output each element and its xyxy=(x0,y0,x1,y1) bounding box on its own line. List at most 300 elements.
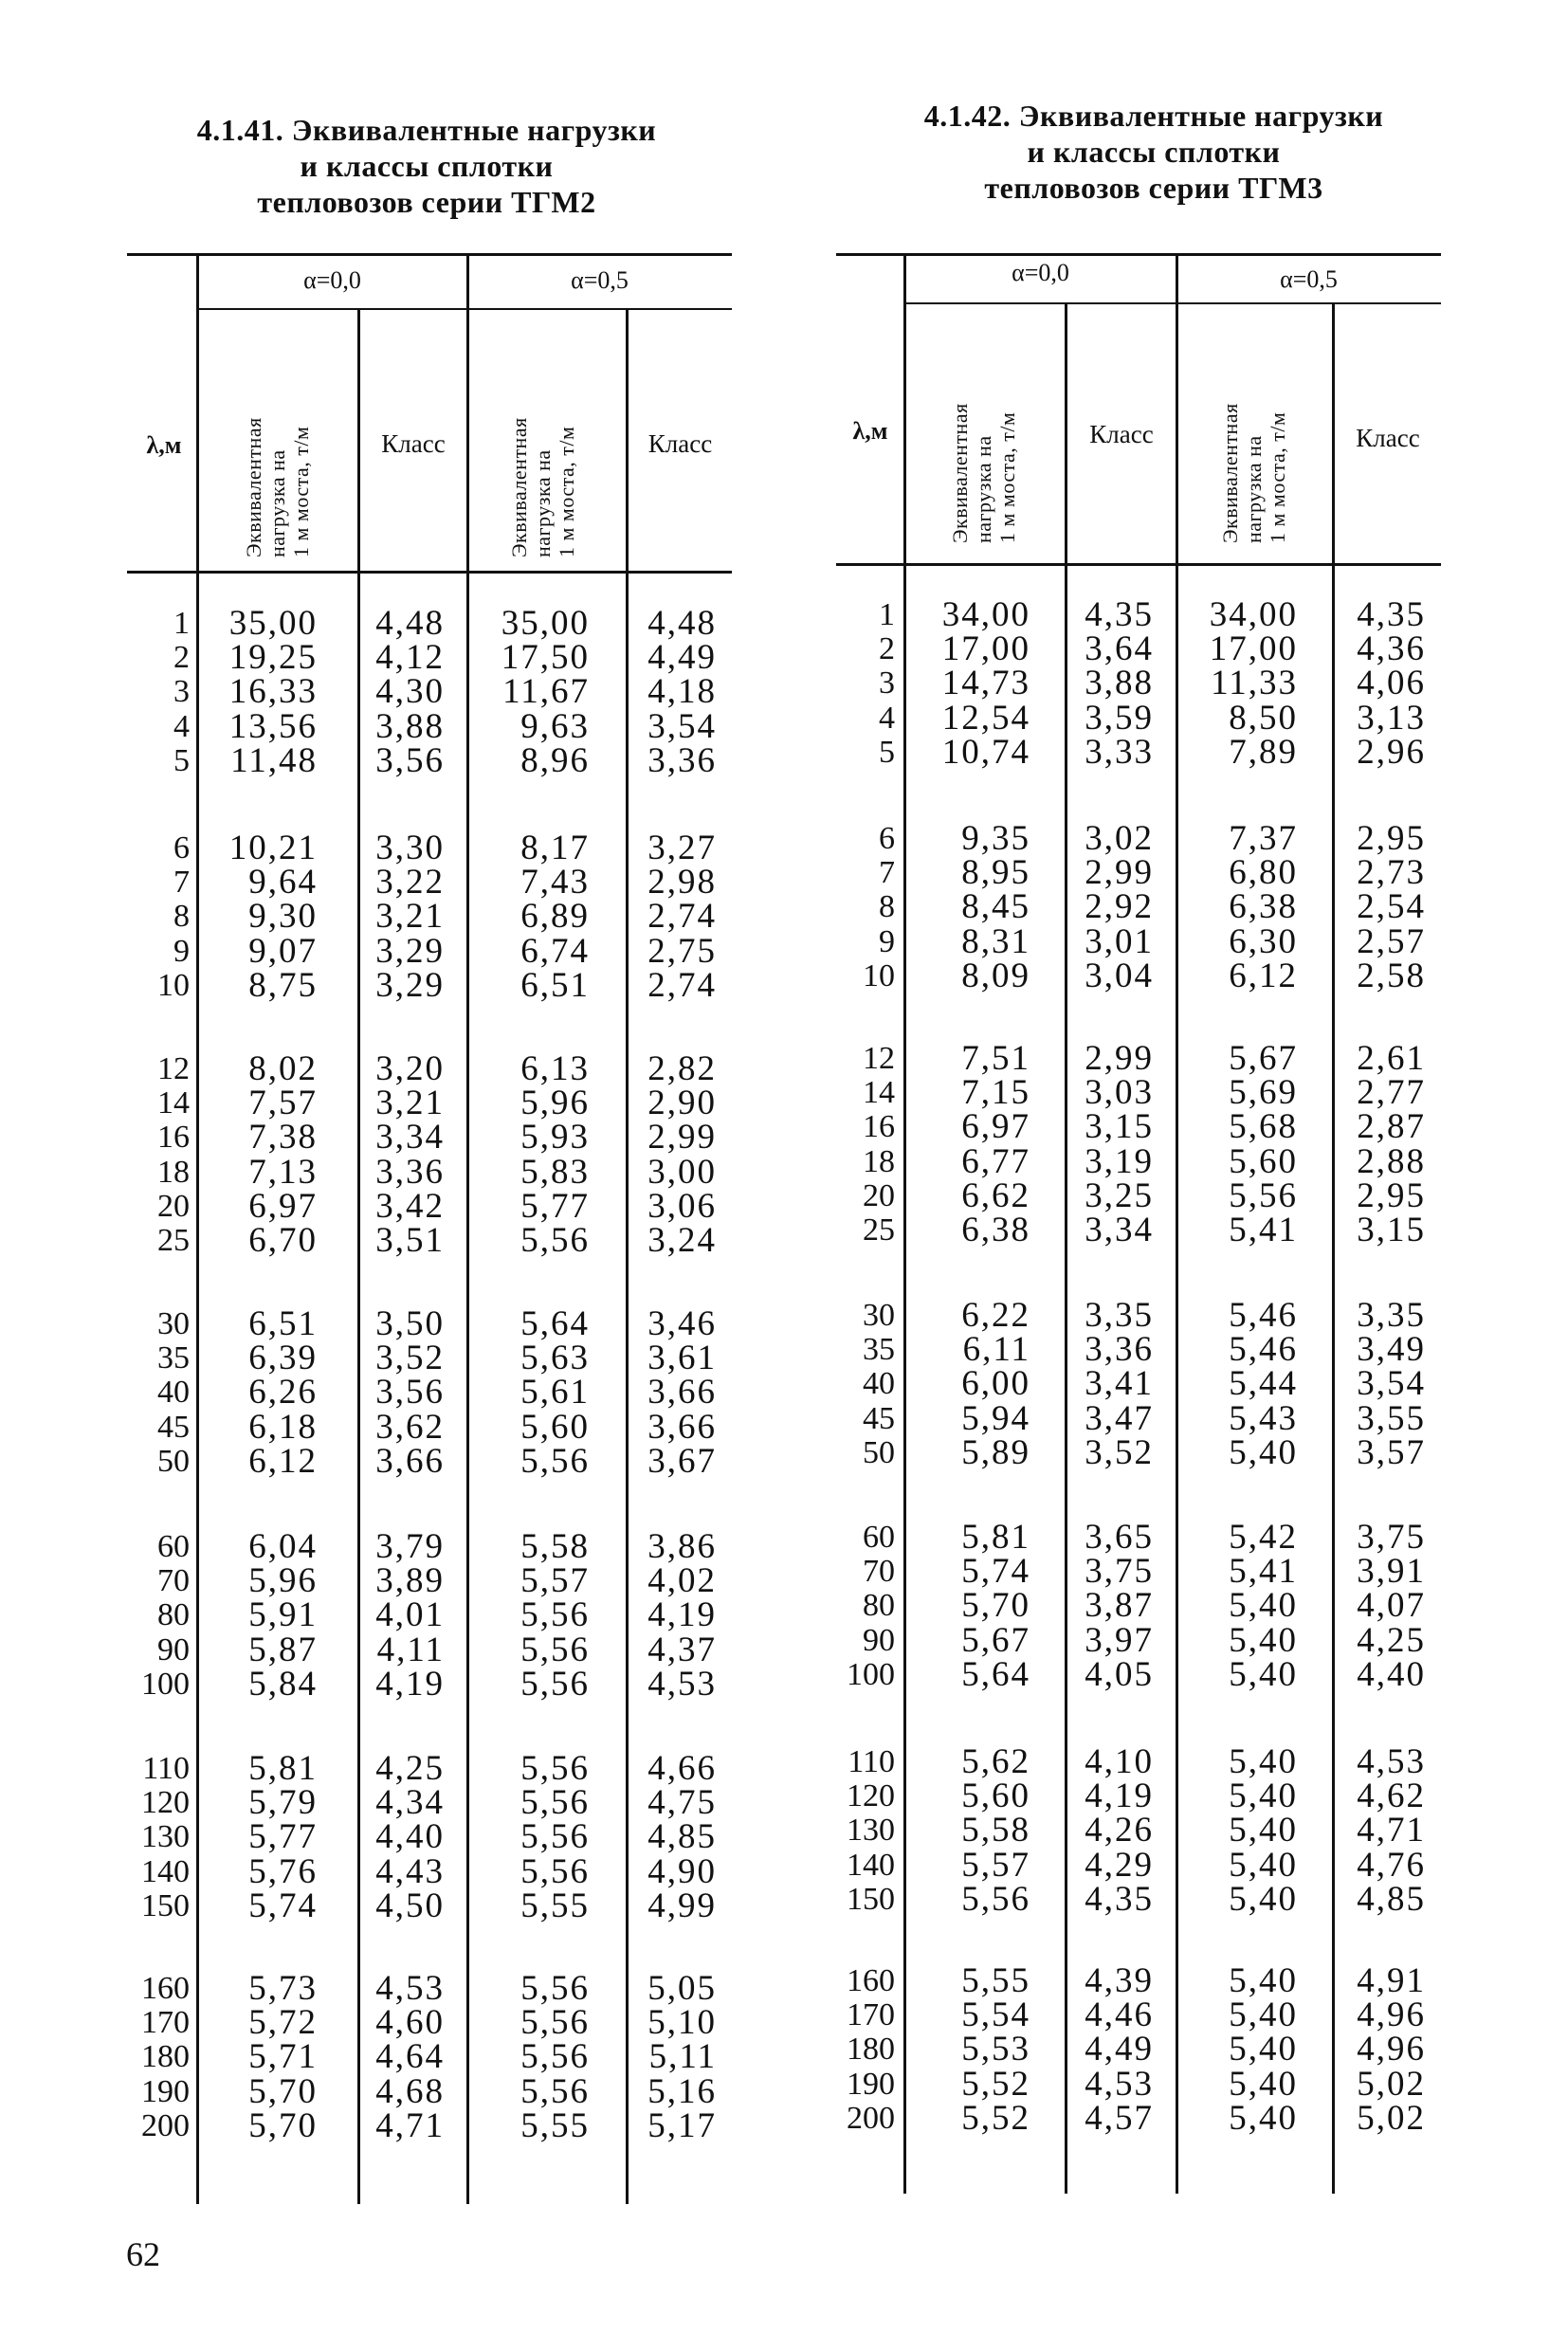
alpha-0-header: α=0,0 xyxy=(1012,259,1069,286)
class-alpha0-cell: 4,29 xyxy=(1085,1845,1154,1885)
class-alpha05-cell: 3,55 xyxy=(1357,1398,1426,1438)
lambda-cell: 40 xyxy=(863,1366,895,1402)
load-alpha05-cell: 5,40 xyxy=(1229,1654,1298,1694)
load-alpha05-cell: 5,40 xyxy=(1229,1961,1298,2000)
class-alpha05-cell: 4,07 xyxy=(1357,1586,1426,1626)
header-line: нагрузка на xyxy=(1242,435,1266,543)
class-alpha0-cell: 3,25 xyxy=(1085,1176,1154,1215)
lambda-cell: 140 xyxy=(847,1847,895,1883)
class-alpha0-cell: 3,87 xyxy=(1085,1586,1154,1626)
lambda-cell: 18 xyxy=(863,1143,895,1179)
load-alpha05-cell: 5,40 xyxy=(1229,1777,1298,1816)
load-alpha05-cell: 17,00 xyxy=(1209,629,1298,669)
lambda-cell: 25 xyxy=(157,1223,190,1258)
lambda-cell: 130 xyxy=(847,1813,895,1849)
load-alpha05-cell: 5,40 xyxy=(1229,1620,1298,1660)
class-alpha05-cell: 3,24 xyxy=(647,1221,717,1260)
load-alpha05-cell: 5,41 xyxy=(1229,1211,1298,1249)
class-alpha05-cell: 4,35 xyxy=(1357,595,1426,634)
class-alpha05-cell: 4,75 xyxy=(647,1783,717,1823)
lambda-cell: 110 xyxy=(848,1744,895,1779)
load-alpha0-cell: 9,07 xyxy=(248,931,318,971)
load-alpha0-cell: 5,53 xyxy=(961,2030,1030,2069)
load-alpha05-cell: 5,68 xyxy=(1229,1107,1298,1147)
class-alpha0-cell: 3,97 xyxy=(1085,1620,1154,1660)
lambda-cell: 6 xyxy=(173,830,190,866)
load-alpha05-cell: 5,40 xyxy=(1229,1879,1298,1919)
class-alpha05-cell: 2,95 xyxy=(1357,819,1426,858)
load-alpha05-cell: 5,56 xyxy=(520,1441,590,1481)
load-alpha05-cell: 5,93 xyxy=(520,1118,590,1157)
lambda-cell: 35 xyxy=(157,1340,190,1376)
class-alpha0-cell: 3,66 xyxy=(375,1441,445,1481)
lambda-cell: 9 xyxy=(173,933,190,969)
load-alpha0-cell: 7,38 xyxy=(248,1118,318,1157)
load-alpha0-cell: 7,57 xyxy=(248,1084,318,1123)
class-alpha0-cell: 4,53 xyxy=(375,1969,445,2008)
load-alpha05-cell: 6,13 xyxy=(520,1049,590,1088)
class-alpha0-cell: 4,46 xyxy=(1085,1996,1154,2035)
class-alpha05-cell: 5,05 xyxy=(647,1969,717,2008)
load-header xyxy=(242,339,313,557)
title-line: тепловозов серии ТГМ2 xyxy=(257,185,596,219)
load-alpha05-cell: 5,42 xyxy=(1229,1518,1298,1557)
load-alpha0-cell: 5,89 xyxy=(961,1432,1030,1472)
load-alpha0-cell: 5,94 xyxy=(961,1398,1030,1438)
load-alpha0-cell: 6,77 xyxy=(961,1141,1030,1181)
lambda-cell: 6 xyxy=(879,821,895,856)
class-alpha0-cell: 3,34 xyxy=(1085,1211,1154,1249)
load-alpha0-cell: 9,64 xyxy=(248,863,318,902)
load-alpha05-cell: 5,41 xyxy=(1229,1552,1298,1592)
class-alpha0-cell: 3,36 xyxy=(1085,1330,1154,1370)
load-alpha05-cell: 5,40 xyxy=(1229,1845,1298,1885)
class-alpha0-cell: 3,47 xyxy=(1085,1398,1154,1438)
lambda-cell: 3 xyxy=(879,665,895,702)
load-alpha0-cell: 7,13 xyxy=(248,1152,318,1192)
class-alpha05-cell: 2,74 xyxy=(647,965,717,1005)
load-alpha0-cell: 9,30 xyxy=(248,897,318,937)
class-alpha0-cell: 3,50 xyxy=(375,1304,445,1343)
lambda-cell: 35 xyxy=(863,1332,895,1368)
class-header: Класс xyxy=(1356,424,1420,452)
lambda-cell: 2 xyxy=(173,640,190,676)
load-alpha05-cell: 7,37 xyxy=(1229,819,1298,858)
lambda-cell: 7 xyxy=(173,865,190,901)
load-alpha0-cell: 5,91 xyxy=(248,1595,318,1635)
lambda-cell: 150 xyxy=(847,1881,895,1917)
alpha-05-header: α=0,5 xyxy=(571,266,629,294)
header-line: 1 м моста, т/м xyxy=(995,411,1019,543)
lambda-cell: 10 xyxy=(157,967,190,1003)
lambda-cell: 12 xyxy=(157,1051,190,1086)
class-alpha05-cell: 2,61 xyxy=(1357,1039,1426,1078)
class-alpha05-cell: 4,62 xyxy=(1357,1777,1426,1816)
lambda-cell: 140 xyxy=(141,1853,190,1889)
class-alpha05-cell: 4,96 xyxy=(1357,1996,1426,2035)
class-alpha0-cell: 4,26 xyxy=(1085,1811,1154,1850)
load-alpha05-cell: 5,43 xyxy=(1229,1398,1298,1438)
load-alpha05-cell: 6,80 xyxy=(1229,853,1298,893)
class-alpha05-cell: 5,02 xyxy=(1357,2064,1426,2104)
load-alpha0-cell: 11,48 xyxy=(230,740,318,780)
load-alpha0-cell: 6,00 xyxy=(961,1364,1030,1404)
top-rule xyxy=(127,253,732,256)
load-alpha0-cell: 5,76 xyxy=(248,1851,318,1891)
class-alpha0-cell: 4,19 xyxy=(1085,1777,1154,1816)
class-alpha0-cell: 3,21 xyxy=(375,1084,445,1123)
lambda-cell: 110 xyxy=(142,1751,190,1786)
class-alpha05-cell: 4,40 xyxy=(1357,1654,1426,1694)
load-alpha05-cell: 5,55 xyxy=(520,2105,590,2145)
load-alpha05-cell: 5,56 xyxy=(520,1630,590,1669)
class-alpha0-cell: 3,65 xyxy=(1085,1518,1154,1557)
lambda-cell: 7 xyxy=(879,855,895,891)
load-alpha0-cell: 17,00 xyxy=(941,629,1030,669)
lambda-cell: 60 xyxy=(863,1520,895,1555)
load-alpha05-cell: 5,40 xyxy=(1229,1742,1298,1781)
class-alpha0-cell: 3,88 xyxy=(375,706,445,746)
class-alpha0-cell: 4,50 xyxy=(375,1886,445,1925)
load-alpha0-cell: 6,18 xyxy=(248,1407,318,1447)
class-alpha0-cell: 3,30 xyxy=(375,829,445,867)
load-alpha0-cell: 12,54 xyxy=(941,698,1030,738)
header-line: 1 м моста, т/м xyxy=(289,426,313,557)
header-line: Эквивалентная xyxy=(1218,403,1242,543)
load-alpha0-cell: 6,22 xyxy=(961,1296,1030,1335)
lambda-cell: 150 xyxy=(141,1887,190,1923)
load-alpha05-cell: 6,74 xyxy=(520,931,590,971)
load-alpha0-cell: 5,72 xyxy=(248,2003,318,2043)
load-alpha05-cell: 5,56 xyxy=(520,1783,590,1823)
load-alpha05-cell: 5,46 xyxy=(1229,1296,1298,1335)
load-alpha05-cell: 5,67 xyxy=(1229,1039,1298,1078)
class-alpha05-cell: 4,71 xyxy=(1357,1811,1426,1850)
lambda-cell: 50 xyxy=(863,1434,895,1470)
class-alpha0-cell: 2,92 xyxy=(1085,887,1154,927)
load-alpha0-cell: 5,70 xyxy=(248,2071,318,2111)
lambda-cell: 16 xyxy=(863,1109,895,1145)
header-rule xyxy=(127,571,732,574)
lambda-cell: 9 xyxy=(879,923,895,959)
load-alpha05-cell: 8,96 xyxy=(520,740,590,780)
lambda-cell: 20 xyxy=(157,1188,190,1224)
header-line: нагрузка на xyxy=(531,449,555,557)
header-line: 1 м моста, т/м xyxy=(1266,411,1289,543)
class-alpha05-cell: 4,25 xyxy=(1357,1620,1426,1660)
class-alpha05-cell: 3,15 xyxy=(1357,1211,1426,1249)
lambda-cell: 100 xyxy=(141,1666,190,1702)
load-alpha0-cell: 5,56 xyxy=(961,1879,1030,1919)
class-header: Класс xyxy=(1089,420,1154,448)
load-alpha05-cell: 5,40 xyxy=(1229,1996,1298,2035)
load-alpha0-cell: 5,77 xyxy=(248,1817,318,1857)
title-line: тепловозов серии ТГМ3 xyxy=(984,171,1323,205)
load-alpha0-cell: 8,75 xyxy=(248,965,318,1005)
class-alpha05-cell: 3,06 xyxy=(647,1186,717,1226)
class-alpha0-cell: 3,88 xyxy=(1085,664,1154,703)
class-alpha05-cell: 4,96 xyxy=(1357,2030,1426,2069)
class-alpha05-cell: 3,00 xyxy=(647,1152,717,1192)
class-alpha0-cell: 3,22 xyxy=(375,863,445,902)
load-alpha05-cell: 5,40 xyxy=(1229,1432,1298,1472)
class-alpha05-cell: 2,54 xyxy=(1357,887,1426,927)
lambda-cell: 5 xyxy=(879,734,895,770)
class-alpha05-cell: 2,96 xyxy=(1357,732,1426,772)
load-alpha0-cell: 10,74 xyxy=(941,732,1030,772)
class-alpha0-cell: 3,89 xyxy=(375,1561,445,1601)
lambda-cell: 180 xyxy=(141,2039,190,2075)
lambda-cell: 80 xyxy=(863,1588,895,1624)
load-header xyxy=(948,330,1019,543)
load-alpha0-cell: 14,73 xyxy=(941,664,1030,703)
class-alpha05-cell: 3,46 xyxy=(647,1304,717,1343)
class-alpha0-cell: 3,20 xyxy=(375,1049,445,1088)
class-alpha0-cell: 3,02 xyxy=(1085,819,1154,858)
class-alpha0-cell: 4,25 xyxy=(375,1749,445,1788)
load-alpha05-cell: 6,89 xyxy=(520,897,590,937)
load-alpha0-cell: 8,02 xyxy=(248,1049,318,1088)
class-alpha0-cell: 3,34 xyxy=(375,1118,445,1157)
load-alpha0-cell: 6,97 xyxy=(248,1186,318,1226)
class-alpha0-cell: 4,39 xyxy=(1085,1961,1154,2000)
class-alpha0-cell: 4,34 xyxy=(375,1783,445,1823)
class-alpha05-cell: 2,82 xyxy=(647,1049,717,1088)
table-title xyxy=(142,112,711,220)
load-header xyxy=(1218,330,1289,543)
class-alpha0-cell: 3,29 xyxy=(375,965,445,1005)
header-line: Эквивалентная xyxy=(507,417,531,557)
load-alpha0-cell: 7,51 xyxy=(961,1039,1030,1078)
class-alpha0-cell: 4,49 xyxy=(1085,2030,1154,2069)
class-alpha0-cell: 4,11 xyxy=(376,1630,445,1669)
class-alpha0-cell: 4,53 xyxy=(1085,2064,1154,2104)
load-alpha05-cell: 5,56 xyxy=(520,2037,590,2077)
load-alpha0-cell: 5,52 xyxy=(961,2098,1030,2138)
class-alpha0-cell: 3,56 xyxy=(375,1373,445,1412)
load-alpha0-cell: 9,35 xyxy=(961,819,1030,858)
lambda-cell: 160 xyxy=(141,1971,190,2006)
load-alpha0-cell: 5,81 xyxy=(961,1518,1030,1557)
class-alpha05-cell: 5,10 xyxy=(647,2003,717,2043)
lambda-cell: 50 xyxy=(157,1443,190,1479)
load-alpha0-cell: 5,55 xyxy=(961,1961,1030,2000)
class-header: Класс xyxy=(647,429,713,458)
class-alpha0-cell: 3,19 xyxy=(1085,1141,1154,1181)
header-line: нагрузка на xyxy=(972,435,995,543)
class-alpha05-cell: 4,18 xyxy=(647,672,717,712)
class-alpha05-cell: 3,91 xyxy=(1357,1552,1426,1592)
load-alpha05-cell: 5,46 xyxy=(1229,1330,1298,1370)
class-alpha0-cell: 2,99 xyxy=(1085,1039,1154,1078)
load-alpha0-cell: 5,60 xyxy=(961,1777,1030,1816)
class-alpha05-cell: 4,76 xyxy=(1357,1845,1426,1885)
class-alpha0-cell: 4,71 xyxy=(375,2105,445,2145)
class-alpha0-cell: 3,41 xyxy=(1085,1364,1154,1404)
load-alpha0-cell: 6,38 xyxy=(961,1211,1030,1249)
load-alpha05-cell: 5,55 xyxy=(520,1886,590,1925)
class-alpha05-cell: 3,67 xyxy=(647,1441,717,1481)
lambda-cell: 20 xyxy=(863,1177,895,1213)
lambda-cell: 40 xyxy=(157,1375,190,1411)
load-alpha05-cell: 9,63 xyxy=(520,706,590,746)
load-alpha0-cell: 35,00 xyxy=(228,604,318,643)
class-alpha05-cell: 3,54 xyxy=(647,706,717,746)
class-alpha05-cell: 4,90 xyxy=(647,1851,717,1891)
class-alpha0-cell: 3,36 xyxy=(375,1152,445,1192)
class-alpha05-cell: 4,53 xyxy=(647,1664,717,1704)
lambda-cell: 4 xyxy=(173,708,190,744)
class-alpha0-cell: 4,12 xyxy=(375,638,445,678)
class-alpha05-cell: 2,74 xyxy=(647,897,717,937)
load-header xyxy=(507,339,578,557)
class-alpha05-cell: 2,57 xyxy=(1357,921,1426,961)
load-alpha0-cell: 8,09 xyxy=(961,956,1030,995)
load-alpha0-cell: 6,70 xyxy=(248,1221,318,1260)
class-alpha05-cell: 3,36 xyxy=(647,740,717,780)
class-alpha0-cell: 3,15 xyxy=(1085,1107,1154,1147)
sub-rule xyxy=(197,308,732,310)
load-alpha0-cell: 6,39 xyxy=(248,1339,318,1378)
load-alpha0-cell: 5,52 xyxy=(961,2064,1030,2104)
load-alpha0-cell: 7,15 xyxy=(961,1073,1030,1113)
load-alpha05-cell: 5,60 xyxy=(1229,1141,1298,1181)
load-alpha0-cell: 13,56 xyxy=(228,706,318,746)
load-alpha0-cell: 5,79 xyxy=(248,1783,318,1823)
class-alpha05-cell: 4,53 xyxy=(1357,1742,1426,1781)
table-title xyxy=(869,98,1438,206)
load-alpha0-cell: 5,96 xyxy=(248,1561,318,1601)
load-alpha05-cell: 5,40 xyxy=(1229,1586,1298,1626)
class-alpha0-cell: 3,56 xyxy=(375,740,445,780)
load-alpha05-cell: 5,56 xyxy=(520,1851,590,1891)
lambda-cell: 70 xyxy=(157,1563,190,1599)
class-alpha05-cell: 4,02 xyxy=(647,1561,717,1601)
alpha-0-header: α=0,0 xyxy=(303,266,361,294)
class-alpha05-cell: 4,85 xyxy=(1357,1879,1426,1919)
load-alpha0-cell: 6,62 xyxy=(961,1176,1030,1215)
class-alpha05-cell: 2,99 xyxy=(647,1118,717,1157)
top-rule xyxy=(836,253,1441,256)
load-alpha05-cell: 8,50 xyxy=(1229,698,1298,738)
class-alpha0-cell: 3,29 xyxy=(375,931,445,971)
load-alpha0-cell: 34,00 xyxy=(941,595,1030,634)
load-alpha05-cell: 5,77 xyxy=(520,1186,590,1226)
load-alpha0-cell: 5,64 xyxy=(961,1654,1030,1694)
lambda-cell: 80 xyxy=(157,1597,190,1633)
class-alpha05-cell: 3,66 xyxy=(647,1373,717,1412)
class-alpha0-cell: 3,21 xyxy=(375,897,445,937)
lambda-cell: 16 xyxy=(157,1120,190,1156)
load-alpha0-cell: 5,74 xyxy=(961,1552,1030,1592)
lambda-cell: 8 xyxy=(879,889,895,925)
class-alpha0-cell: 4,43 xyxy=(375,1851,445,1891)
class-alpha05-cell: 3,66 xyxy=(647,1407,717,1447)
class-alpha0-cell: 4,57 xyxy=(1085,2098,1154,2138)
load-alpha05-cell: 5,56 xyxy=(520,1221,590,1260)
lambda-cell: 14 xyxy=(863,1075,895,1111)
class-alpha0-cell: 2,99 xyxy=(1085,853,1154,893)
sub-rule xyxy=(904,302,1441,304)
class-alpha0-cell: 4,40 xyxy=(375,1817,445,1857)
load-alpha0-cell: 5,70 xyxy=(248,2105,318,2145)
load-alpha05-cell: 5,64 xyxy=(520,1304,590,1343)
load-alpha05-cell: 5,40 xyxy=(1229,2030,1298,2069)
class-alpha0-cell: 3,03 xyxy=(1085,1073,1154,1113)
lambda-cell: 14 xyxy=(157,1085,190,1121)
class-alpha0-cell: 3,35 xyxy=(1085,1296,1154,1335)
header-rule xyxy=(836,563,1441,566)
class-alpha0-cell: 3,04 xyxy=(1085,956,1154,995)
load-alpha0-cell: 6,97 xyxy=(961,1107,1030,1147)
class-alpha0-cell: 3,75 xyxy=(1085,1552,1154,1592)
lambda-cell: 30 xyxy=(157,1306,190,1341)
load-alpha05-cell: 5,56 xyxy=(1229,1176,1298,1215)
header-line: Эквивалентная xyxy=(242,417,265,557)
class-alpha05-cell: 3,27 xyxy=(647,829,717,867)
load-alpha05-cell: 7,43 xyxy=(520,863,590,902)
class-alpha05-cell: 2,75 xyxy=(647,931,717,971)
load-alpha0-cell: 5,81 xyxy=(248,1749,318,1788)
lambda-cell: 90 xyxy=(863,1622,895,1658)
class-alpha0-cell: 3,51 xyxy=(375,1221,445,1260)
class-alpha05-cell: 2,58 xyxy=(1357,956,1426,995)
load-alpha05-cell: 11,67 xyxy=(502,672,590,712)
lambda-cell: 170 xyxy=(141,2005,190,2041)
class-alpha0-cell: 3,52 xyxy=(1085,1432,1154,1472)
load-alpha05-cell: 5,40 xyxy=(1229,1811,1298,1850)
header-line: 1 м моста, т/м xyxy=(555,426,578,557)
class-alpha05-cell: 2,98 xyxy=(647,863,717,902)
class-alpha05-cell: 3,13 xyxy=(1357,698,1426,738)
alpha-05-header: α=0,5 xyxy=(1280,265,1338,293)
load-alpha05-cell: 35,00 xyxy=(501,604,590,643)
class-alpha05-cell: 2,73 xyxy=(1357,853,1426,893)
load-alpha05-cell: 5,56 xyxy=(520,2003,590,2043)
load-alpha05-cell: 5,44 xyxy=(1229,1364,1298,1404)
class-alpha0-cell: 3,42 xyxy=(375,1186,445,1226)
lambda-cell: 100 xyxy=(847,1656,895,1692)
load-alpha05-cell: 5,40 xyxy=(1229,2098,1298,2138)
title-line: и классы сплотки xyxy=(300,149,554,183)
class-alpha0-cell: 4,30 xyxy=(375,672,445,712)
load-alpha05-cell: 5,56 xyxy=(520,1817,590,1857)
load-alpha0-cell: 6,51 xyxy=(248,1304,318,1343)
load-alpha0-cell: 10,21 xyxy=(228,829,318,867)
class-alpha05-cell: 4,19 xyxy=(647,1595,717,1635)
load-alpha0-cell: 6,11 xyxy=(962,1330,1030,1370)
class-alpha0-cell: 4,64 xyxy=(375,2037,445,2077)
class-alpha0-cell: 3,59 xyxy=(1085,698,1154,738)
lambda-cell: 190 xyxy=(847,2066,895,2102)
lambda-cell: 45 xyxy=(863,1400,895,1436)
class-alpha05-cell: 3,35 xyxy=(1357,1296,1426,1335)
lambda-cell: 12 xyxy=(863,1041,895,1076)
load-alpha0-cell: 6,26 xyxy=(248,1373,318,1412)
lambda-cell: 120 xyxy=(141,1785,190,1821)
class-alpha05-cell: 4,36 xyxy=(1357,629,1426,669)
load-alpha0-cell: 5,74 xyxy=(248,1886,318,1925)
class-alpha05-cell: 4,91 xyxy=(1357,1961,1426,2000)
load-alpha05-cell: 5,56 xyxy=(520,1595,590,1635)
page-number: 62 xyxy=(126,2235,160,2273)
load-alpha05-cell: 17,50 xyxy=(501,638,590,678)
load-alpha05-cell: 5,61 xyxy=(520,1373,590,1412)
class-alpha0-cell: 4,68 xyxy=(375,2071,445,2111)
load-alpha05-cell: 11,33 xyxy=(1211,664,1298,703)
class-alpha05-cell: 3,86 xyxy=(647,1527,717,1566)
load-alpha05-cell: 7,89 xyxy=(1229,732,1298,772)
